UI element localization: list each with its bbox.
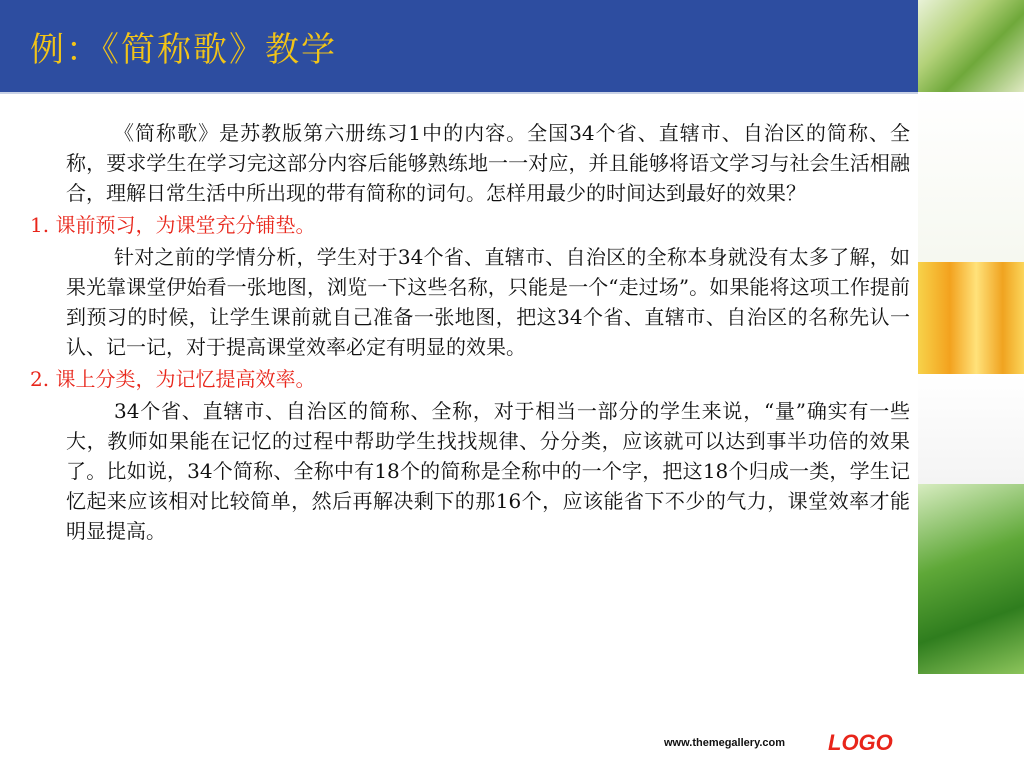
section-body-1: 针对之前的学情分析，学生对于34个省、直辖市、自治区的全称本身就没有太多了解，如果光靠课堂伊始看一张地图，浏览一下这些名称，只能是一个“走过场”。如果能将这项工作提前到预习的时候，让学生课前就自己准备一张地图，把这34个省、直辖市、自治区的名称先认一认、记一记，对于提高课堂效率必定有明显的效果。 bbox=[66, 245, 910, 359]
title-bar bbox=[0, 0, 918, 92]
slide-title: 例：《简称歌》教学 bbox=[30, 30, 337, 70]
white-panel-2 bbox=[918, 374, 1024, 484]
section-heading-1: 1. 课前预习，为课堂充分铺垫。 bbox=[30, 213, 316, 237]
citrus-photo bbox=[918, 262, 1024, 374]
leaf-photo-top bbox=[918, 0, 1024, 92]
section-body-2: 34个省、直辖市、自治区的简称、全称，对于相当一部分的学生来说，“量”确实有一些大，教师如果能在记忆的过程中帮助学生找找规律、分分类，应该就可以达到事半功倍的效果了。比如说，34个简称、全称中有18个的简称是全称中的一个字，把这18个归成一类，学生记忆起来应该相对比较简单，然后再解决剩下的那16个，应该能省下不少的气力，课堂效率才能明显提高。 bbox=[66, 399, 910, 543]
logo: LOGO bbox=[828, 730, 893, 755]
slide-body bbox=[30, 118, 910, 546]
white-panel-3 bbox=[918, 674, 1024, 768]
white-panel-1 bbox=[918, 92, 1024, 262]
section-heading-2: 2. 课上分类，为记忆提高效率。 bbox=[30, 367, 316, 391]
intro-paragraph: 《简称歌》是苏教版第六册练习1中的内容。全国34个省、直辖市、自治区的简称、全称，要求学生在学习完这部分内容后能够熟练地一一对应，并且能够将语文学习与社会生活相融合，理解日常生活中所出现的带有简称的词句。怎样用最少的时间达到最好的效果？ bbox=[66, 121, 910, 205]
title-underline bbox=[0, 92, 918, 94]
leaf-photo-bottom bbox=[918, 484, 1024, 674]
footer-url[interactable]: www.themegallery.com bbox=[664, 737, 786, 749]
